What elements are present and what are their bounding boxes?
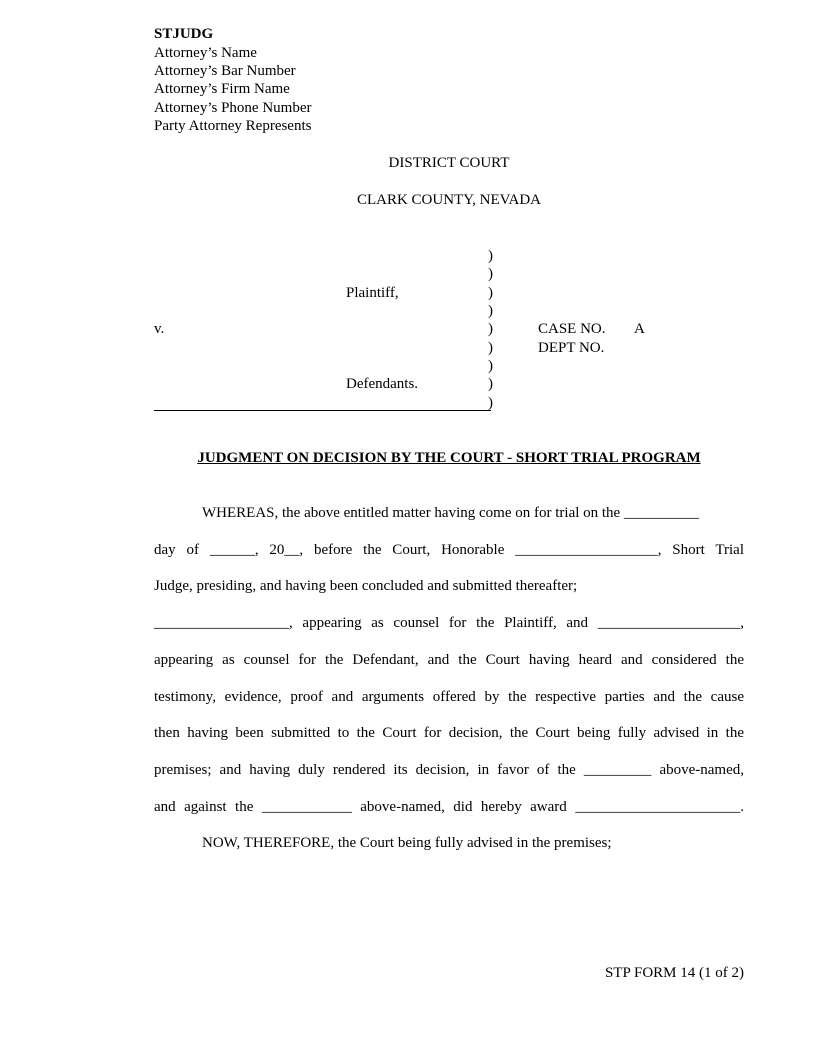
body-line: then having been submitted to the Court for decision, the Court being fully advised in the [154,725,744,741]
body-line: NOW, THEREFORE, the Court being fully advised in the premises; [202,835,612,851]
court-name: DISTRICT COURT [388,155,510,171]
caption-paren: ) [488,340,493,356]
body-line: Judge, presiding, and having been concluded and submitted thereafter; [154,578,578,594]
body-line: appearing as counsel for the Defendant, and the Court having heard and considered the [154,652,744,668]
caption-paren: ) [488,303,493,319]
body-line: __________________, appearing as counsel for the Plaintiff, and ___________________, [154,615,744,631]
dept-no-label: DEPT NO. [538,340,605,356]
caption-underline [154,410,491,411]
footer-form-label: STP FORM 14 (1 of 2) [604,965,744,981]
caption-paren: ) [488,395,493,411]
court-county: CLARK COUNTY, NEVADA [356,192,542,208]
versus-label: v. [154,321,165,337]
form-code: STJUDG [154,26,214,42]
caption-paren: ) [488,321,493,337]
caption-paren: ) [488,358,493,374]
body-line: and against the ____________ above-named, did hereby award ______________________. [154,799,744,815]
body-line: premises; and having duly rendered its decision, in favor of the _________ above-named, [154,762,744,778]
attorney-phone-number: Attorney’s Phone Number [154,100,312,116]
attorney-name: Attorney’s Name [154,45,257,61]
document-title: JUDGMENT ON DECISION BY THE COURT - SHORT TRIAL PROGRAM [197,450,701,466]
defendant-label: Defendants. [346,376,419,392]
party-attorney-represents: Party Attorney Represents [154,118,312,134]
case-no-label: CASE NO. [538,321,606,337]
caption-paren: ) [488,266,493,282]
caption-paren: ) [488,248,493,264]
body-line: testimony, evidence, proof and arguments offered by the respective parties and the cause [154,689,744,705]
caption-paren: ) [488,376,493,392]
plaintiff-label: Plaintiff, [346,285,399,301]
body-line: day of ______, 20__, before the Court, Honorable ___________________, Short Trial [154,542,744,558]
body-line: WHEREAS, the above entitled matter having come on for trial on the __________ [202,505,699,521]
attorney-firm-name: Attorney’s Firm Name [154,81,290,97]
case-no-value: A [634,321,645,337]
caption-paren: ) [488,285,493,301]
attorney-bar-number: Attorney’s Bar Number [154,63,296,79]
